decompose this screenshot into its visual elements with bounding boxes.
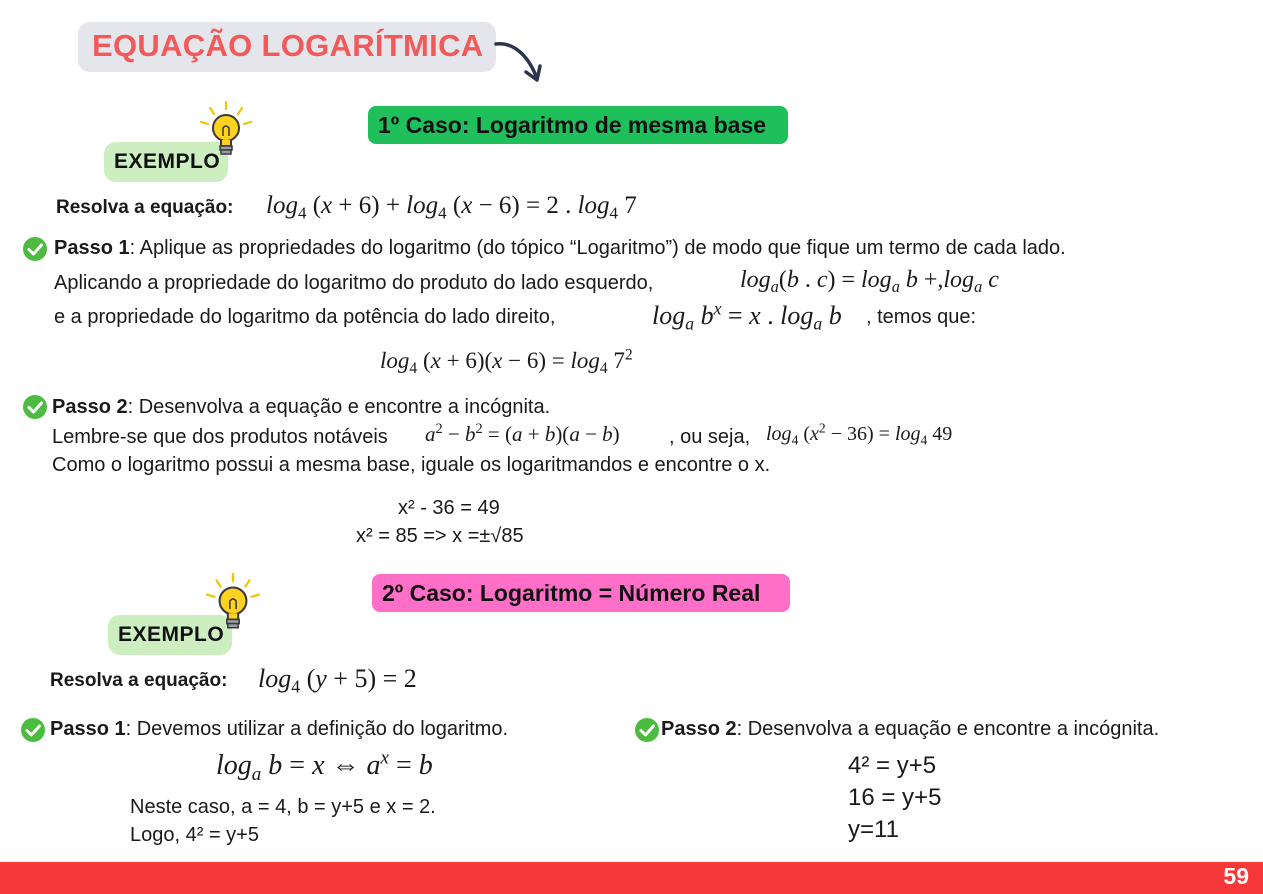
page-number: 59 bbox=[1223, 863, 1249, 889]
ex1-step2-text: : Desenvolva a equação e encontre a incógnita. bbox=[127, 396, 551, 418]
check-icon bbox=[22, 236, 48, 262]
example2-prompt: Resolva a equação: bbox=[50, 670, 228, 691]
check-icon bbox=[634, 717, 660, 743]
footer-bar bbox=[0, 862, 1263, 894]
example1-equation: $\log_4 (x + 6) + \log_4 (x - 6) = 2$ . $\log_4 7$ bbox=[266, 192, 637, 223]
example1-prompt: Resolva a equação: bbox=[56, 197, 234, 218]
ex1-expanded-equation: $\log_4 (x^2 - 36) = \log_4 49$ bbox=[766, 420, 953, 448]
ex1-notable-product: $a^2 - b^2 = (a + b)(a - b)$ bbox=[425, 421, 620, 446]
check-icon bbox=[22, 394, 48, 420]
ex2-log-definition: $\log_a b = x$ ⇔ $a^x = b$ bbox=[216, 747, 433, 786]
ex1-product-rule-formula: $\log_a(b$ . $c) = \log_a b +,\log_a$ c bbox=[740, 267, 999, 297]
ex2-result-line3: y=11 bbox=[848, 816, 899, 843]
lightbulb-icon bbox=[202, 572, 264, 636]
ex1-step1-text: : Aplique as propriedades do logaritmo (do tópico “Logaritmo”) de modo que fique um termo de cada lado. bbox=[129, 237, 1066, 259]
ex2-step1-text: : Devemos utilizar a definição do logaritmo. bbox=[125, 718, 509, 740]
ex1-or-text: , ou seja, bbox=[669, 426, 751, 448]
case1-header: 1º Caso: Logaritmo de mesma base bbox=[368, 106, 788, 144]
ex1-power-rule-tail: , temos que: bbox=[866, 306, 977, 328]
ex2-result-line1: 4² = y+5 bbox=[848, 752, 937, 779]
ex2-result-line2: 16 = y+5 bbox=[848, 784, 942, 811]
ex1-power-rule-formula: $\log_a b^x = x$ . $\log_a b$ bbox=[652, 298, 842, 334]
ex1-product-rule-text: Aplicando a propriedade do logaritmo do produto do lado esquerdo, bbox=[54, 272, 654, 294]
ex1-calc-line2: x² = 85 => x =±√85 bbox=[356, 525, 524, 547]
ex2-step2 bbox=[661, 718, 1159, 741]
lightbulb-icon bbox=[196, 100, 256, 162]
ex2-values-text: Neste caso, a = 4, b = y+5 e x = 2. bbox=[130, 796, 436, 818]
ex1-calc-line1: x² - 36 = 49 bbox=[398, 497, 500, 519]
example1-badge: EXEMPLO bbox=[104, 142, 228, 182]
ex2-step2-label: Passo 2 bbox=[661, 718, 737, 740]
ex1-power-rule-text: e a propriedade do logaritmo da potência do lado direito, bbox=[54, 306, 556, 328]
ex1-step1-label: Passo 1 bbox=[54, 237, 130, 259]
ex1-combined-equation: $\log_4 (x + 6)(x - 6) = \log_4 7^2$ bbox=[380, 346, 633, 377]
example2-badge: EXEMPLO bbox=[108, 615, 232, 655]
ex1-step2-label: Passo 2 bbox=[52, 396, 128, 418]
ex1-base-text: Como o logaritmo possui a mesma base, iguale os logaritmandos e encontre o x. bbox=[52, 454, 771, 476]
ex2-step1 bbox=[50, 718, 508, 741]
case2-header: 2º Caso: Logaritmo = Número Real bbox=[372, 574, 790, 612]
ex2-logo-text: Logo, 4² = y+5 bbox=[130, 824, 259, 846]
check-icon bbox=[20, 717, 46, 743]
ex1-remember-text: Lembre-se que dos produtos notáveis bbox=[52, 426, 388, 448]
page-title: EQUAÇÃO LOGARÍTMICA bbox=[92, 28, 484, 63]
arrow-icon bbox=[492, 36, 548, 88]
ex1-step2 bbox=[52, 396, 550, 419]
example2-equation: $\log_4 (y + 5) = 2$ bbox=[258, 664, 417, 697]
ex2-step1-label: Passo 1 bbox=[50, 718, 126, 740]
ex1-step1 bbox=[54, 237, 1066, 260]
ex2-step2-text: : Desenvolva a equação e encontre a incógnita. bbox=[736, 718, 1160, 740]
